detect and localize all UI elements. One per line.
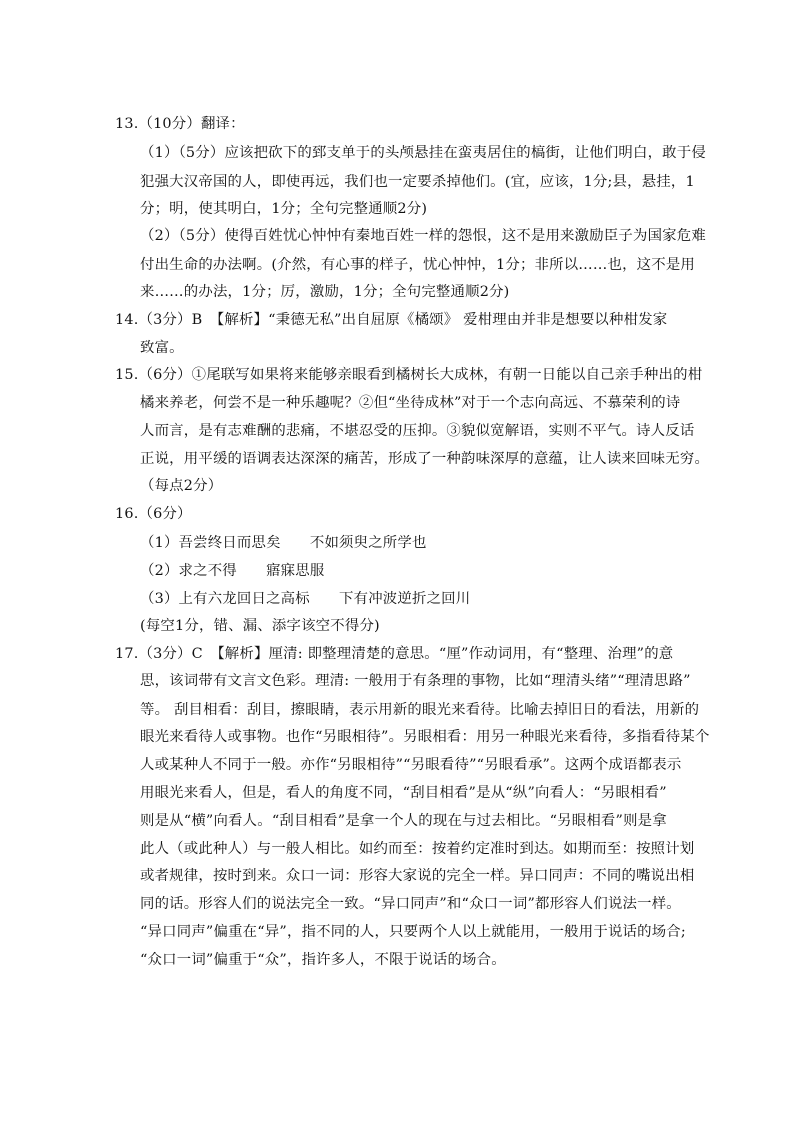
q17-line11: “异口同声”偏重在“异”，指不同的人，只要两个人以上就能用，一般用于说话的场合; [140,924,686,940]
q13-part1-line1: （1）（5分）应该把砍下的郅支单于的头颅悬挂在蛮夷居住的槁街，让他们明白，敢于侵 [140,145,706,161]
q13-heading: 13.（10分）翻译： [115,116,245,132]
q16-scoring: (每空1分，错、漏、添字该空不得分) [140,618,380,634]
q17-line1: 17.（3分）C 【解析】厘清: 即整理清楚的意思。“厘”作动词用，有“整理、治理”的意 [115,646,674,662]
q17-line3: 等。 刮目相看：刮目，擦眼睛，表示用新的眼光来看待。比喻去掉旧日的看法，用新的 [140,702,700,718]
q13-part2-line1: （2）（5分）使得百姓忧心忡忡有秦地百姓一样的怨恨，这不是用来激励臣子为国家危难 [140,228,706,244]
q14-line1: 14.（3分）B 【解析】“秉德无私”出自屈原《橘颂》 爱柑理由并非是想要以种柑发家 [115,312,668,328]
q13-part1-line3: 分；明，使其明白，1分；全句完整通顺2分) [140,201,428,217]
q16-heading: 16.（6分） [115,506,192,522]
q17-line12: “众口一词”偏重于“众”，指许多人，不限于说话的场合。 [140,952,506,968]
q14-line2: 致富。 [140,340,184,356]
q15-line5: （每点2分） [140,478,223,494]
q16-answer1: （1）吾尝终日而思矣 不如须臾之所学也 [140,535,427,551]
q16-answer3: （3）上有六龙回日之高标 下有冲波逆折之回川 [140,591,471,607]
q15-line2: 橘来养老，何尝不是一种乐趣呢？②但“坐待成林”对于一个志向高远、不慕荣利的诗 [140,395,681,411]
q17-line9: 或者规律，按时到来。众口一词：形容大家说的完全一样。异口同声：不同的嘴说出相 [140,868,695,884]
q17-line7: 则是从“横”向看人。“刮目相看”是拿一个人的现在与过去相比。“另眼相看”则是拿 [140,813,667,829]
q15-line4: 正说，用平缓的语调表达深深的痛苦，形成了一种韵味深厚的意蕴，让人读来回味无穷。 [140,451,710,467]
q13-part2-line3: 来……的办法，1分；厉，激励，1分；全句完整通顺2分) [140,284,510,300]
q17-line6: 用眼光来看人，但是，看人的角度不同，“刮目相看”是从“纵”向看人：“另眼相看” [140,785,667,801]
q15-line3: 人而言，是有志难酬的悲痛，不堪忍受的压抑。③貌似宽解语，实则不平气。诗人反话 [140,423,695,439]
q17-line4: 眼光来看待人或事物。也作“另眼相待”。另眼相看：用另一种眼光来看待，多指看待某个 [140,729,710,745]
q17-line10: 同的话。形容人们的说法完全一致。“异口同声”和“众口一词”都形容人们说法一样。 [140,896,681,912]
q17-line8: 此人（或此种人）与一般人相比。如约而至：按着约定准时到达。如期而至：按照计划 [140,841,695,857]
q17-line2: 思，该词带有文言文色彩。理清: 一般用于有条理的事物，比如“理清头绪”“理清思路” [140,673,691,689]
q16-answer2: （2）求之不得 寤寐思服 [140,563,325,579]
q17-line5: 人或某种人不同于一般。亦作“另眼相待”“另眼看待”“另眼看承”。这两个成语都表示 [140,757,682,773]
q15-line1: 15.（6分）①尾联写如果将来能够亲眼看到橘树长大成林，有朝一日能以自己亲手种出的柑 [115,367,703,383]
q13-part1-line2: 犯强大汉帝国的人，即使再远，我们也一定要杀掉他们。(宜，应该，1分;县，悬挂，1 [140,174,695,190]
q13-part2-line2: 付出生命的办法啊。(介然，有心事的样子，忧心忡忡，1分；非所以……也，这不是用 [140,257,696,273]
